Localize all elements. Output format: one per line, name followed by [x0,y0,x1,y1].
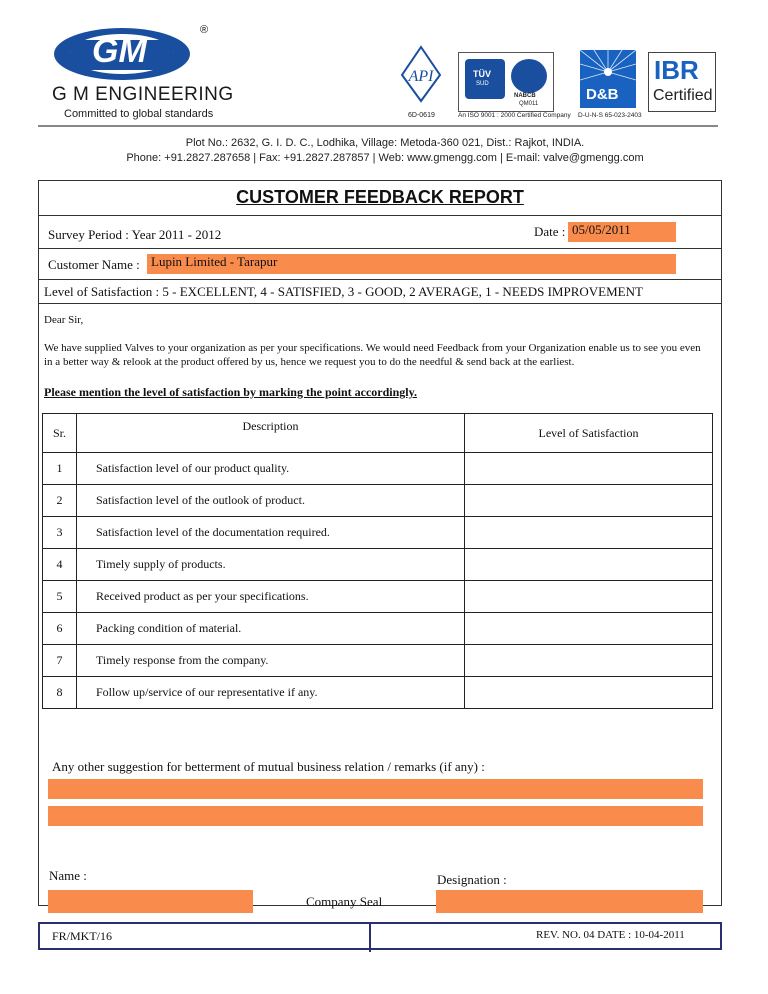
registered-mark: ® [200,24,209,36]
table-row [43,677,713,709]
tuv-sub: SUD [476,81,489,87]
api-monogram-logo [400,45,442,103]
header-divider [38,125,718,127]
row-sr: 5 [43,581,77,613]
row-description: Follow up/service of our representative if any. [77,677,465,709]
customer-name-label: Customer Name : [48,257,140,272]
designation-field[interactable] [436,890,703,913]
address-line-2: Phone: +91.2827.287658 | Fax: +91.2827.287857 | Web: www.gmengg.com | E-mail: valve@gmengg.com [126,152,644,164]
revision-info: REV. NO. 04 DATE : 10-04-2011 [536,929,685,941]
row-level-cell[interactable] [465,581,713,613]
header-description: Description [77,414,465,453]
ibr-certified-label: Certified [653,87,713,104]
address-line-1: Plot No.: 2632, G. I. D. C., Lodhika, Village: Metoda-360 021, Dist.: Rajkot, INDIA. [185,137,585,149]
form-code: FR/MKT/16 [52,929,113,943]
row-sr: 1 [43,453,77,485]
instruction: Please mention the level of satisfaction by marking the point accordingly. [44,385,417,399]
row-description: Timely supply of products. [77,549,465,581]
table-row [43,613,713,645]
customer-name-field[interactable]: Lupin Limited - Tarapur [147,254,676,274]
api-monogram-letters: API [408,68,434,85]
api-caption: 6D-0619 [408,112,435,119]
remarks-label: Any other suggestion for betterment of mutual business relation / remarks (if any) : [52,759,485,774]
row-level-cell[interactable] [465,453,713,485]
table-row [43,645,713,677]
dnb-logo [580,50,636,108]
table-row [43,549,713,581]
header-sr: Sr. [43,414,77,453]
nabcb-label: NABCB [514,93,536,99]
row-sr: 2 [43,485,77,517]
divider [38,248,722,249]
tagline: Committed to global standards [64,108,214,120]
remarks-field-1[interactable] [48,779,703,799]
table-row [43,453,713,485]
tuv-label: TÜV [473,69,491,79]
row-level-cell[interactable] [465,549,713,581]
date-field[interactable]: 05/05/2011 [568,222,676,242]
iso-caption: An ISO 9001 : 2000 Certified Company [458,112,571,119]
row-sr: 7 [43,645,77,677]
row-sr: 4 [43,549,77,581]
name-field[interactable] [48,890,253,913]
remarks-field-2[interactable] [48,806,703,826]
dnb-label: D&B [586,86,619,103]
ibr-label: IBR [654,55,699,85]
nabcb-code: QM011 [519,101,539,107]
header-level: Level of Satisfaction [465,414,713,453]
duns-caption: D-U-N-S 65-023-2403 [578,112,642,119]
row-level-cell[interactable] [465,613,713,645]
row-sr: 3 [43,517,77,549]
table-row [43,517,713,549]
company-seal-label: Company Seal [306,894,383,909]
row-level-cell[interactable] [465,645,713,677]
row-sr: 8 [43,677,77,709]
row-description: Satisfaction level of our product quality. [77,453,465,485]
row-description: Satisfaction level of the outlook of product. [77,485,465,517]
survey-period: Survey Period : Year 2011 - 2012 [48,227,222,242]
designation-label: Designation : [437,872,507,887]
satisfaction-scale: Level of Satisfaction : 5 - EXCELLENT, 4 - SATISFIED, 3 - GOOD, 2 AVERAGE, 1 - NEEDS IMPROVEMENT [44,284,643,299]
divider [38,303,722,304]
row-sr: 6 [43,613,77,645]
row-level-cell[interactable] [465,485,713,517]
row-description: Satisfaction level of the documentation required. [77,517,465,549]
body-text: We have supplied Valves to your organization as per your specifications. We would need Feedback from your Organization enable us to see you even in a better way & relook at the product offered by us, hence we request you to do the needful & send back at the earliest. [44,342,701,368]
name-label: Name : [49,868,87,883]
address-block [40,136,730,166]
footer-divider [369,922,371,952]
row-level-cell[interactable] [465,517,713,549]
ibr-certified-logo [648,52,716,112]
date-label: Date : [534,224,566,239]
report-title: CUSTOMER FEEDBACK REPORT [236,187,524,207]
row-level-cell[interactable] [465,677,713,709]
divider [38,215,722,216]
company-name: G M ENGINEERING [52,84,234,105]
table-row [43,581,713,613]
table-row [43,485,713,517]
feedback-table [42,413,713,709]
row-description: Packing condition of material. [77,613,465,645]
logo-text: GM [92,32,147,70]
row-description: Timely response from the company. [77,645,465,677]
table-header-row [43,414,713,453]
divider [38,279,722,280]
salutation: Dear Sir, [44,314,84,326]
tuv-certification-logo [458,52,554,112]
row-description: Received product as per your specifications. [77,581,465,613]
